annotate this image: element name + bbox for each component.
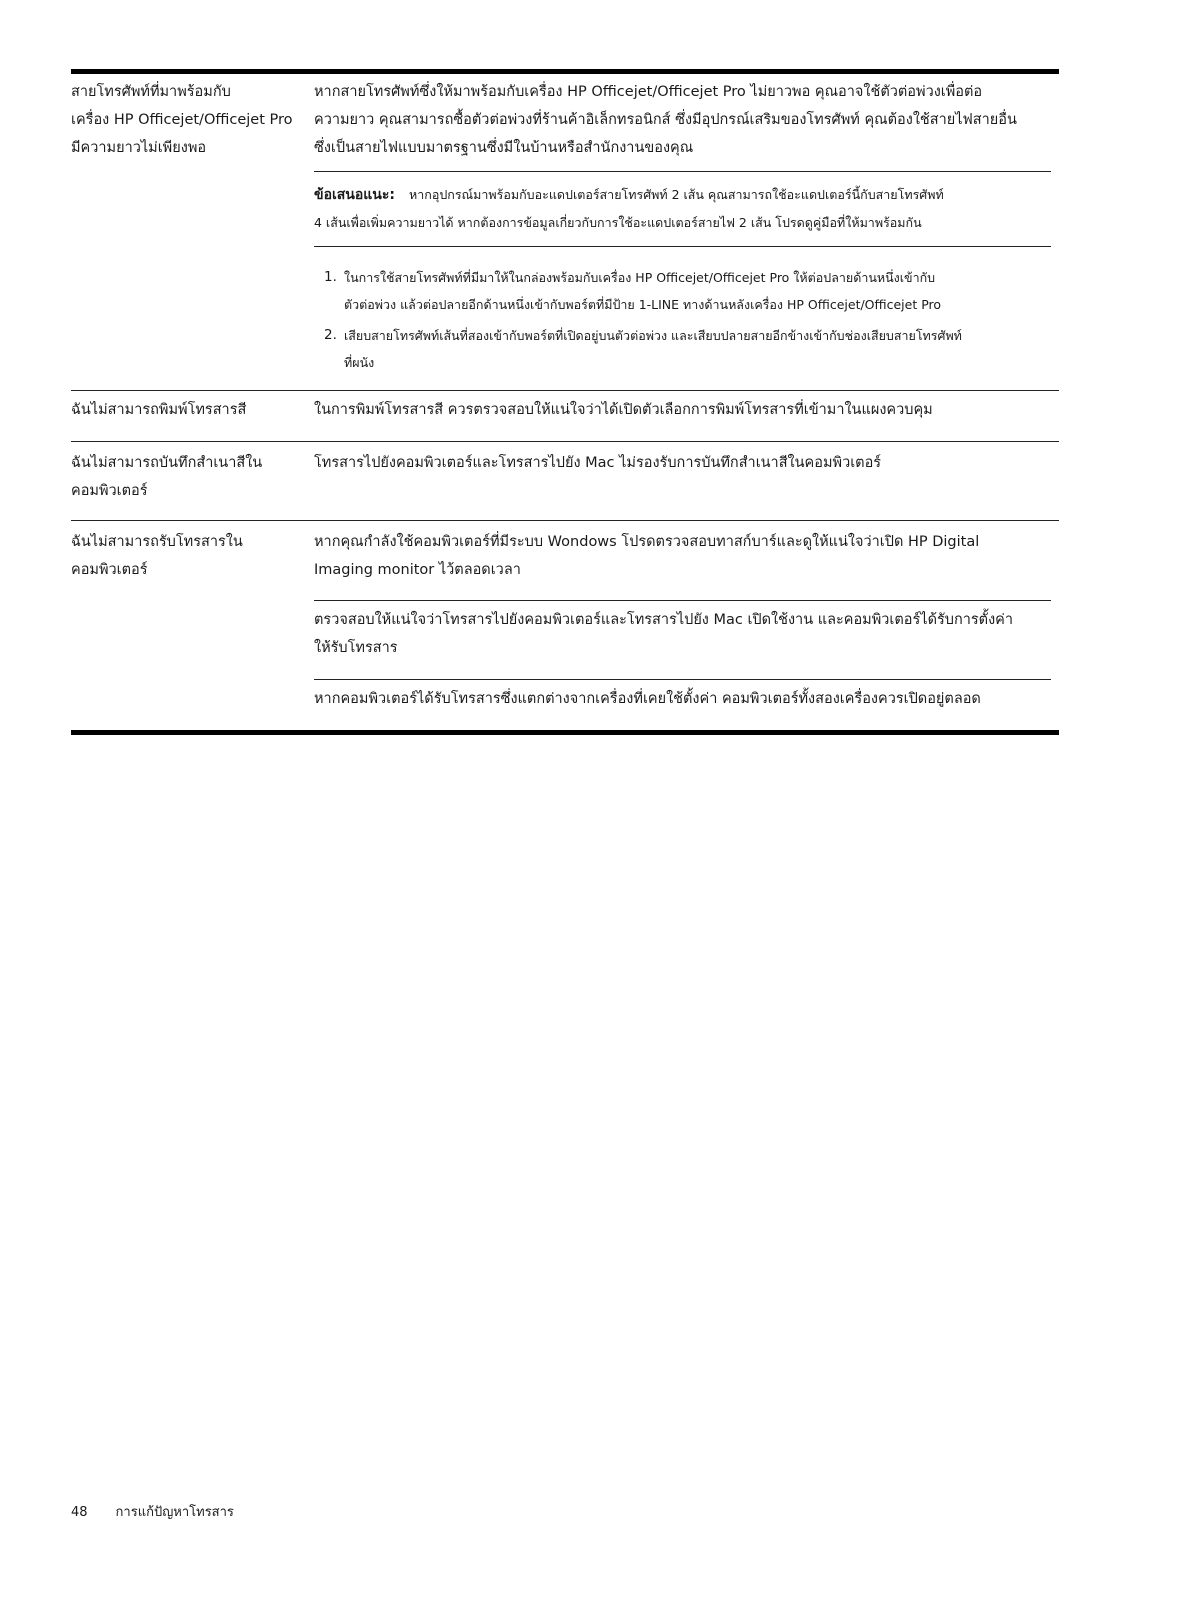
solution-cell: ในการพิมพ์โทรสารสี ควรตรวจสอบให้แน่ใจว่าได้เปิดตัวเลือกการพิมพ์โทรสารที่เข้ามาในแผงควบคุม (314, 402, 933, 418)
table-bottom-rule (71, 730, 1059, 735)
step-text: เสียบสายโทรศัพท์เส้นที่สองเข้ากับพอร์ตที่เปิดอยู่บนตัวต่อพ่วง และเสียบปลายสายอีกข้างเข้ากับช่องเสียบสายโทรศัพท์ ที่ผนัง (344, 328, 962, 370)
step-number: 2. (324, 327, 337, 343)
table-top-rule (71, 69, 1059, 74)
solution-cell: หากคุณกำลังใช้คอมพิวเตอร์ที่มีระบบ Wondows โปรดตรวจสอบทาสก์บาร์และดูให้แน่ใจว่าเปิด HP Digital Imaging monitor ไว้ตลอดเวลา (314, 534, 980, 578)
tip-label: ข้อเสนอแนะ: (314, 187, 395, 203)
issue-cell: ฉันไม่สามารถพิมพ์โทรสารสี (71, 402, 247, 418)
page-footer (71, 1501, 234, 1525)
step-text: ในการใช้สายโทรศัพท์ที่มีมาให้ในกล่องพร้อมกับเครื่อง HP Officejet/Officejet Pro ให้ต่อปลายด้านหนึ่งเข้ากับ ตัวต่อพ่วง แล้วต่อปลายอีกด้านหนึ่งเข้ากับพอร์ตที่มีป้าย 1-LINE ทางด้านหลังเครื่อง HP Officejet/Officejet Pro (344, 270, 942, 312)
issue-cell: ฉันไม่สามารถบันทึกสำเนาสีใน คอมพิวเตอร์ (71, 455, 263, 499)
solution-cell: หากสายโทรศัพท์ซึ่งให้มาพร้อมกับเครื่อง HP Officejet/Officejet Pro ไม่ยาวพอ คุณอาจใช้ตัวต่อพ่วงเพื่อต่อ ความยาว คุณสามารถซื้อตัวต่อพ่วงที่ร้านค้าอิเล็กทรอนิกส์ ซึ่งมีอุปกรณ์เสริมของโทรศัพท์ คุณต้องใช้สายไฟสายอื่น ซึ่งเป็นสายไฟแบบมาตรฐานซึ่งมีในบ้านหรือสำนักงานของคุณ (314, 84, 1017, 156)
sub-divider (314, 600, 1051, 601)
issue-cell: ฉันไม่สามารถรับโทรสารใน คอมพิวเตอร์ (71, 534, 243, 578)
tip-note (314, 181, 1054, 236)
solution-cell: ตรวจสอบให้แน่ใจว่าโทรสารไปยังคอมพิวเตอร์และโทรสารไปยัง Mac เปิดใช้งาน และคอมพิวเตอร์ได้รับการตั้งค่า ให้รับโทรสาร (314, 612, 1014, 656)
list-item (314, 322, 1044, 376)
solution-cell: หากคอมพิวเตอร์ได้รับโทรสารซึ่งแตกต่างจากเครื่องที่เคยใช้ตั้งค่า คอมพิวเตอร์ทั้งสองเครื่องควรเปิดอยู่ตลอด (314, 691, 981, 707)
tip-top-divider (314, 171, 1051, 172)
step-number: 1. (324, 269, 337, 285)
row-divider (71, 441, 1059, 442)
issue-cell: สายโทรศัพท์ที่มาพร้อมกับ เครื่อง HP Officejet/Officejet Pro มีความยาวไม่เพียงพอ (71, 84, 293, 156)
row-divider (71, 520, 1059, 521)
tip-text: หากอุปกรณ์มาพร้อมกับอะแดปเตอร์สายโทรศัพท์ 2 เส้น คุณสามารถใช้อะแดปเตอร์นี้กับสายโทรศัพท์ 4 เส้นเพื่อเพิ่มความยาวได้ หากต้องการข้อมูลเกี่ยวกับการใช้อะแดปเตอร์สายไฟ 2 เส้น โปรดดูคู่มือที่ให้มาพร้อมกัน (314, 187, 944, 230)
steps-list (314, 264, 1044, 380)
page-number: 48 (71, 1505, 88, 1520)
list-item (314, 264, 1044, 318)
solution-cell: โทรสารไปยังคอมพิวเตอร์และโทรสารไปยัง Mac ไม่รองรับการบันทึกสำเนาสีในคอมพิวเตอร์ (314, 455, 882, 471)
section-title: การแก้ปัญหาโทรสาร (115, 1505, 234, 1520)
sub-divider (314, 679, 1051, 680)
tip-bottom-divider (314, 246, 1051, 247)
row-divider (71, 390, 1059, 391)
